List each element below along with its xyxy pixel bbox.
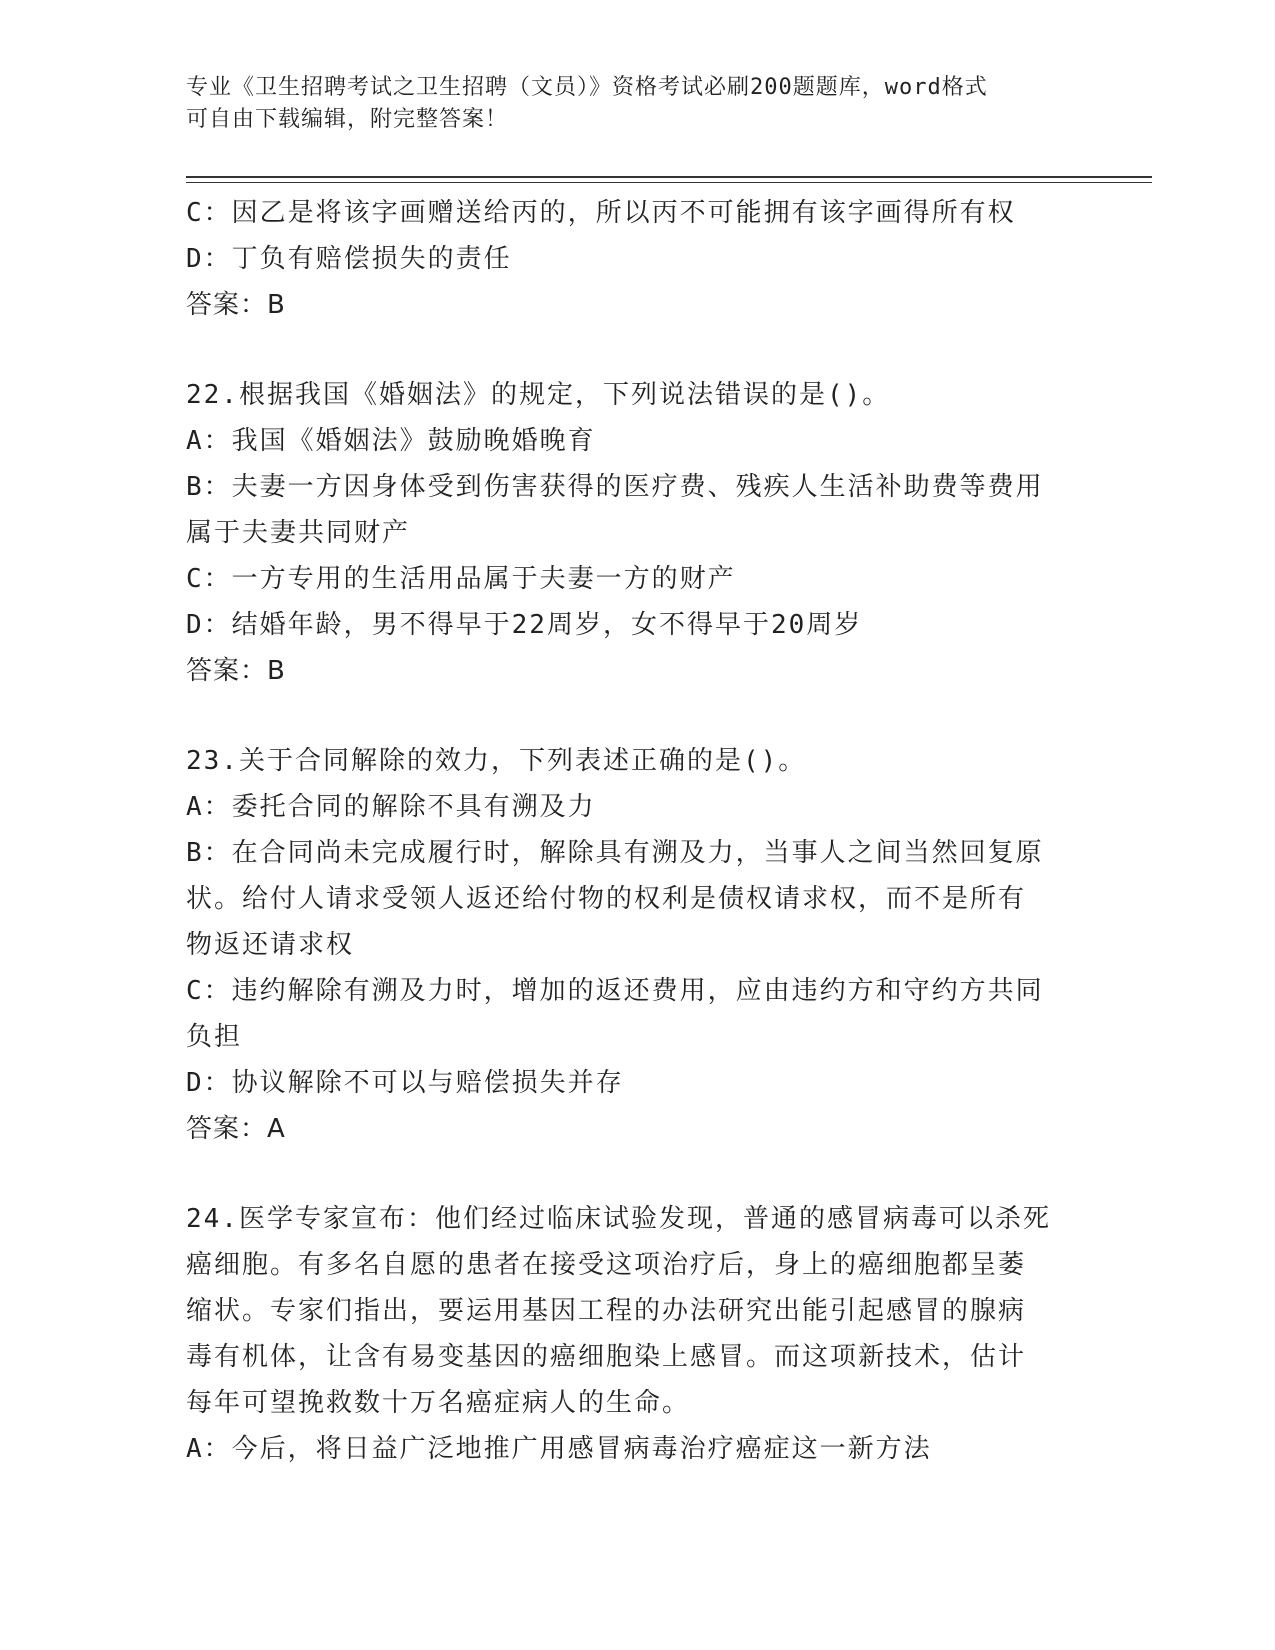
question-text: 23.关于合同解除的效力，下列表述正确的是()。 [186, 746, 807, 776]
answer: 答案：A [186, 1114, 286, 1144]
question-text-line-3: 缩状。专家们指出，要运用基因工程的办法研究出能引起感冒的腺病 [186, 1296, 1027, 1326]
question-text-line-4: 毒有机体，让含有易变基因的癌细胞染上感冒。而这项新技术，估计 [186, 1342, 1027, 1372]
option-c-line-1: C：违约解除有溯及力时，增加的返还费用，应由违约方和守约方共同 [186, 976, 1044, 1006]
option-c-line-2: 负担 [186, 1022, 243, 1052]
option-d: D：丁负有赔偿损失的责任 [186, 244, 512, 274]
page-header [186, 72, 1086, 136]
prev-question-tail [186, 190, 1086, 328]
answer: 答案：B [186, 290, 286, 320]
option-d: D：结婚年龄，男不得早于22周岁，女不得早于20周岁 [186, 610, 863, 640]
header-divider-thin [186, 182, 1152, 183]
answer: 答案：B [186, 656, 286, 686]
question-text: 22.根据我国《婚姻法》的规定，下列说法错误的是()。 [186, 380, 891, 410]
option-b-line-2: 属于夫妻共同财产 [186, 518, 411, 548]
question-text-line-1: 24.医学专家宣布：他们经过临床试验发现，普通的感冒病毒可以杀死 [186, 1204, 1051, 1234]
option-a: A：委托合同的解除不具有溯及力 [186, 792, 596, 822]
header-title-line-1: 专业《卫生招聘考试之卫生招聘（文员）》资格考试必刷200题题库，word格式 [186, 75, 988, 100]
question-text-line-5: 每年可望挽救数十万名癌症病人的生命。 [186, 1388, 691, 1418]
option-c: C：一方专用的生活用品属于夫妻一方的财产 [186, 564, 736, 594]
question-23 [186, 738, 1086, 1152]
option-b-line-3: 物返还请求权 [186, 930, 355, 960]
option-b-line-2: 状。给付人请求受领人返还给付物的权利是债权请求权，而不是所有 [186, 884, 1027, 914]
document-content [186, 190, 1086, 1472]
question-text-line-2: 癌细胞。有多名自愿的患者在接受这项治疗后，身上的癌细胞都呈萎 [186, 1250, 1027, 1280]
header-title-line-2: 可自由下载编辑，附完整答案！ [186, 107, 509, 132]
option-c: C：因乙是将该字画赠送给丙的，所以丙不可能拥有该字画得所有权 [186, 198, 1016, 228]
option-b-line-1: B：夫妻一方因身体受到伤害获得的医疗费、残疾人生活补助费等费用 [186, 472, 1044, 502]
option-b-line-1: B：在合同尚未完成履行时，解除具有溯及力，当事人之间当然回复原 [186, 838, 1044, 868]
spacer [186, 328, 1086, 372]
spacer [186, 1152, 1086, 1196]
question-24 [186, 1196, 1086, 1472]
header-divider-thick [186, 176, 1152, 178]
question-22 [186, 372, 1086, 694]
option-d: D：协议解除不可以与赔偿损失并存 [186, 1068, 624, 1098]
option-a: A：今后，将日益广泛地推广用感冒病毒治疗癌症这一新方法 [186, 1434, 932, 1464]
option-a: A：我国《婚姻法》鼓励晚婚晚育 [186, 426, 596, 456]
spacer [186, 694, 1086, 738]
